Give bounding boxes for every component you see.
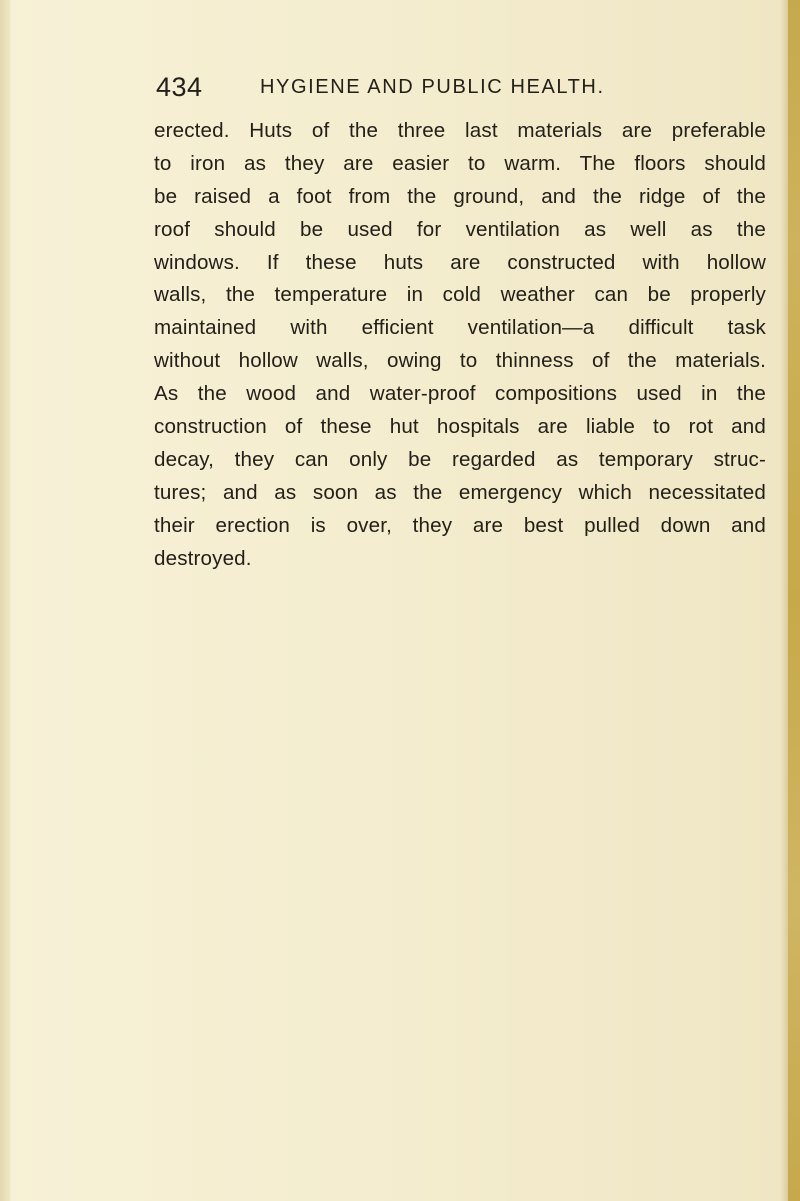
text-line: As the wood and water-proof compositions used in the (154, 382, 766, 406)
page-edge-strip (788, 0, 800, 1201)
text-line: tures; and as soon as the emergency which necessitated (154, 480, 766, 504)
text-line-last: destroyed. (154, 546, 252, 570)
text-line: decay, they can only be regarded as temporary struc- (154, 447, 766, 471)
body-paragraph (154, 115, 766, 575)
text-line: be raised a foot from the ground, and the ridge of the (154, 184, 766, 208)
page-edge-shadow (780, 0, 788, 1201)
page-gutter-shading (0, 0, 12, 1201)
text-line: windows. If these huts are constructed with hollow (154, 250, 766, 274)
text-line: maintained with efficient ventilation—a difficult task (154, 316, 766, 340)
text-line: roof should be used for ventilation as well as the (154, 217, 766, 241)
page-header (156, 70, 776, 110)
page-number: 434 (156, 72, 203, 102)
text-line: to iron as they are easier to warm. The floors should (154, 151, 766, 175)
text-line: walls, the temperature in cold weather can be properly (154, 283, 766, 307)
text-line: without hollow walls, owing to thinness of the materials. (154, 349, 766, 373)
running-head: HYGIENE AND PUBLIC HEALTH. (260, 76, 605, 98)
text-line: construction of these hut hospitals are liable to rot and (154, 415, 766, 439)
text-line: their erection is over, they are best pulled down and (154, 513, 766, 537)
text-line: erected. Huts of the three last materials are preferable (154, 119, 766, 142)
